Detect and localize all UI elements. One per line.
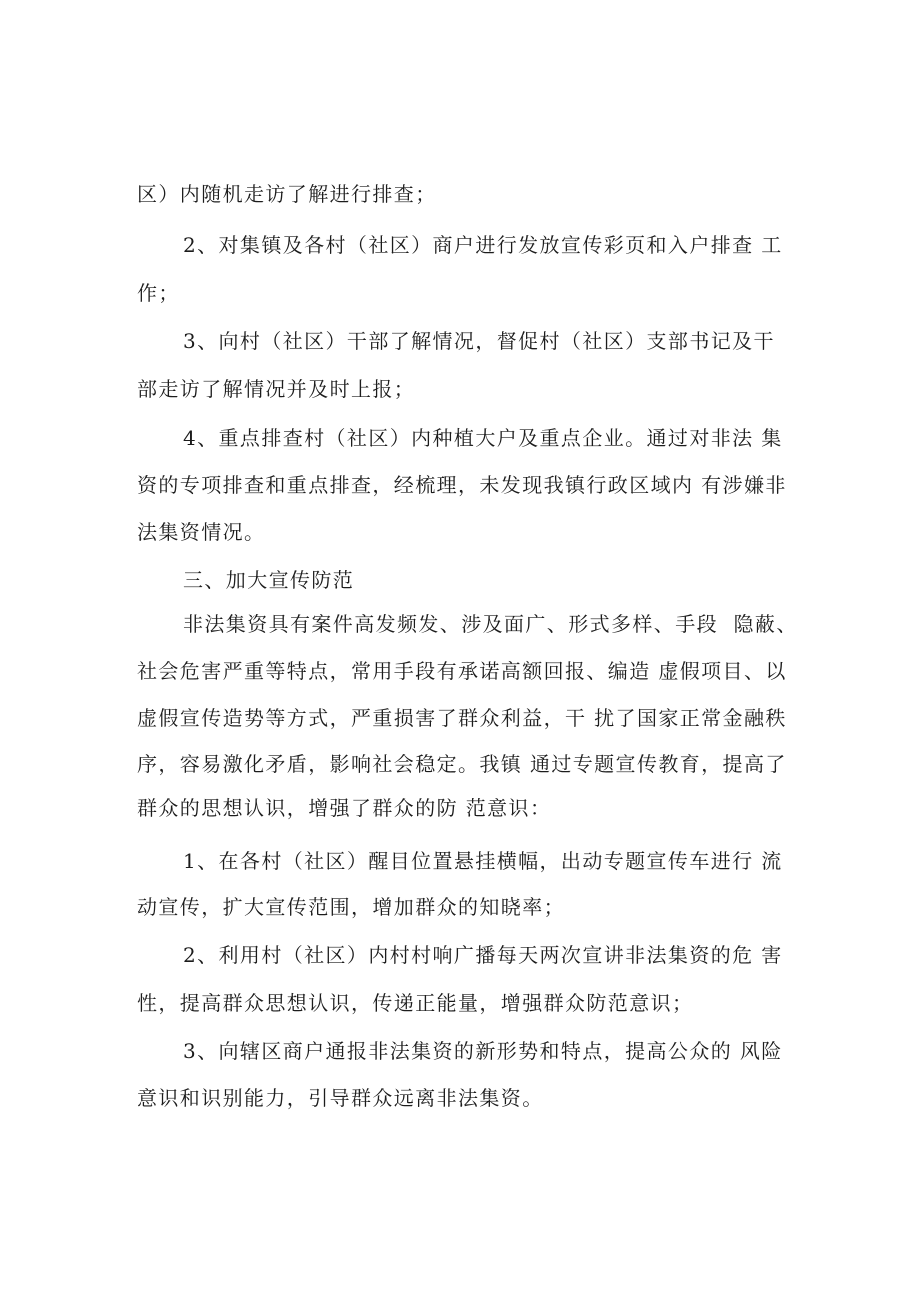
text-line: 性，提高群众思想认识，传递正能量，增强群众防范意识； bbox=[137, 991, 694, 1015]
text-line: 4、重点排查村（社区）内种植大户及重点企业。通过对非法 集 bbox=[183, 426, 783, 450]
text-line: 3、向村（社区）干部了解情况，督促村（社区）支部书记及干 bbox=[183, 329, 775, 353]
text-line: 作； bbox=[137, 281, 180, 305]
text-line: 社会危害严重等特点，常用手段有承诺高额回报、编造 虚假项目、以 bbox=[137, 659, 787, 683]
text-line: 非法集资具有案件高发频发、涉及面广、形式多样、手段 隐蔽、 bbox=[183, 612, 798, 636]
text-line: 区）内随机走访了解进行排查； bbox=[137, 182, 437, 206]
text-line: 法集资情况。 bbox=[137, 520, 266, 544]
text-line: 动宣传，扩大宣传范围，增加群众的知晓率； bbox=[137, 895, 565, 919]
text-line: 3、向辖区商户通报非法集资的新形势和特点，提高公众的 风险 bbox=[183, 1039, 783, 1063]
text-line: 资的专项排查和重点排查，经梳理，未发现我镇行政区域内 有涉嫌非 bbox=[137, 473, 787, 497]
section-heading: 三、加大宣传防范 bbox=[183, 568, 355, 592]
text-line: 意识和识别能力，引导群众远离非法集资。 bbox=[137, 1086, 544, 1110]
text-line: 序，容易激化矛盾，影响社会稳定。我镇 通过专题宣传教育，提高了 bbox=[137, 752, 787, 776]
text-line: 2、利用村（社区）内村村响广播每天两次宣讲非法集资的危 害 bbox=[183, 943, 783, 967]
text-line: 1、在各村（社区）醒目位置悬挂横幅，出动专题宣传车进行 流 bbox=[183, 849, 783, 873]
text-line: 2、对集镇及各村（社区）商户进行发放宣传彩页和入户排查 工 bbox=[183, 233, 783, 257]
text-line: 群众的思想认识，增强了群众的防 范意识： bbox=[137, 796, 552, 820]
text-line: 部走访了解情况并及时上报； bbox=[137, 377, 416, 401]
text-line: 虚假宣传造势等方式，严重损害了群众利益，干 扰了国家正常金融秩 bbox=[137, 706, 787, 730]
